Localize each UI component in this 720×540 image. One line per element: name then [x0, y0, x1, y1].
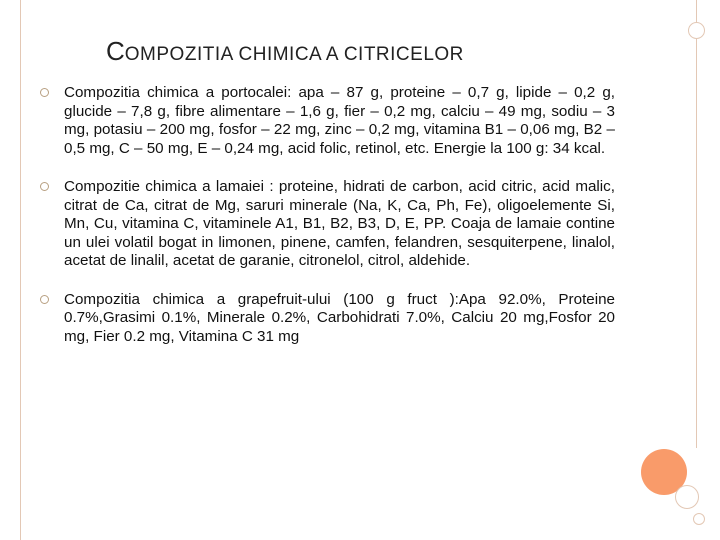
slide-title-initial: C [106, 36, 125, 66]
slide-title-rest: OMPOZITIA CHIMICA A CITRICELOR [124, 44, 464, 65]
decorative-circle-small [693, 513, 705, 525]
bullet-text-grapefruit: Compozitia chimica a grapefruit-ului (100 g fruct ):Apa 92.0%, Proteine 0.7%,Grasimi 0.1%, Minerale 0.2%, Carbohidrati 7.0%, Calciu 20 mg,Fosfor 20 mg, Fier 0.2 mg, Vitamina C 31 mg [64, 290, 615, 345]
bullet-lemon [40, 178, 615, 271]
bullet-circle-icon [40, 88, 49, 97]
bullet-text-orange: Compozitia chimica a portocalei: apa – 87 g, proteine – 0,7 g, lipide – 0,2 g, glucide – 7,8 g, fibre alimentare – 1,6 g, fier – 0,2 mg, calciu – 49 mg, sodiu – 3 mg, potasiu – 200 mg, fosfor – 22 mg, zinc – 0,2 mg, vitamina B1 – 0,06 mg, B2 – 0,5 mg, C – 50 mg, E – 0,24 mg, acid folic, retinol, etc. Energie la 100 g: 34 kcal. [64, 84, 615, 157]
bullet-orange [40, 84, 615, 158]
bullet-circle-icon [40, 295, 49, 304]
right-decorative-rule [696, 0, 697, 448]
left-decorative-rule [20, 0, 21, 540]
bullet-circle-icon [40, 182, 49, 191]
bullet-text-lemon: Compozitie chimica a lamaiei : proteine, hidrati de carbon, acid citric, acid malic, citrat de Ca, citrat de Mg, saruri minerale (Na, K, Ca, Ph, Fe), oligoelemente Si, Mn, Cu, vitamina C, vitaminele A1, B1, B2, B3, D, E, PP. Coaja de lamaie contine un ulei volatil bogat in limonen, pinene, camfen, felandren, sesquiterpene, linalol, acetat de linalil, acetat de garanie, citronelol, citrol, aldehide. [64, 178, 615, 269]
decorative-circle-top [688, 22, 705, 39]
slide-title [106, 36, 464, 67]
decorative-circle-medium [675, 485, 699, 509]
bullet-grapefruit [40, 291, 615, 347]
bullet-list [40, 84, 615, 366]
